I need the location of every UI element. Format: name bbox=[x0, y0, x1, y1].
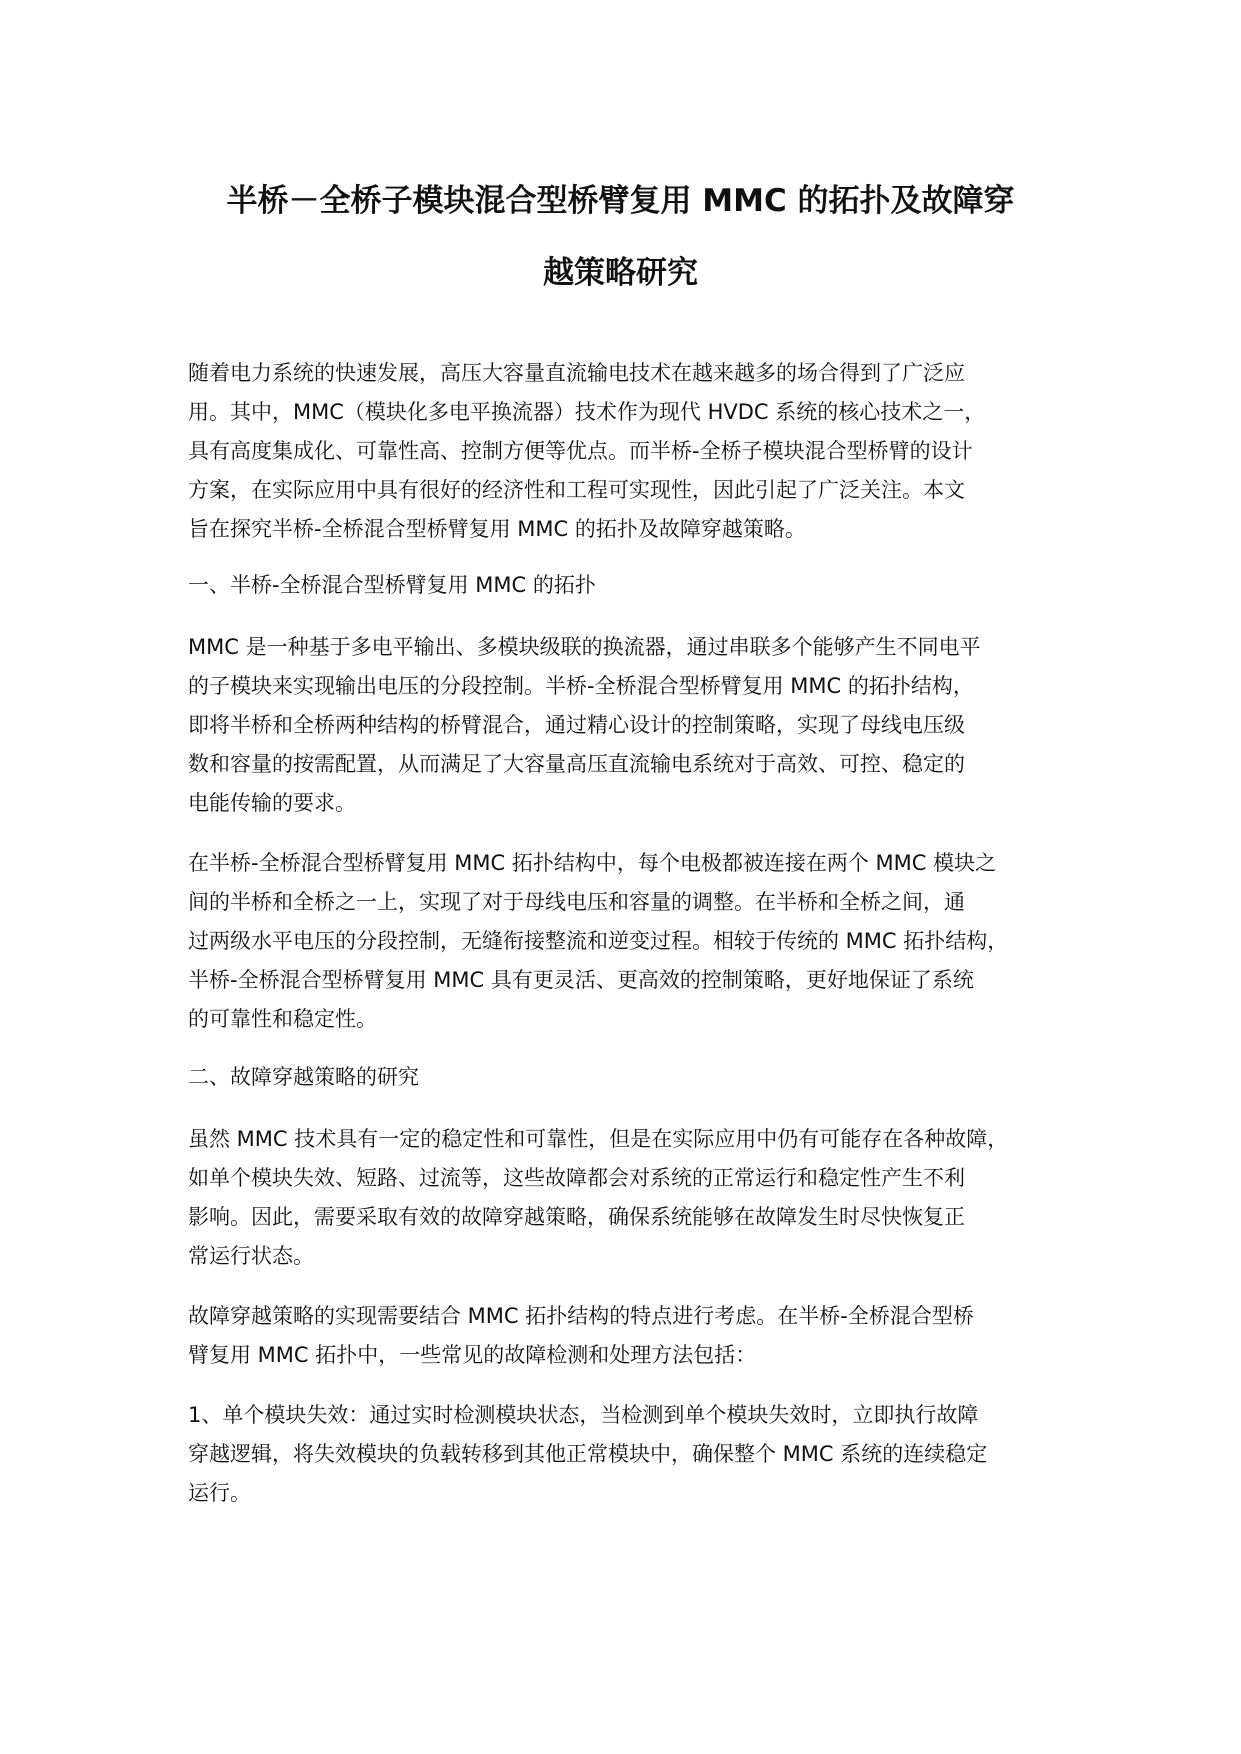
paragraph-line: 间的半桥和全桥之一上，实现了对于母线电压和容量的调整。在半桥和全桥之间，通 bbox=[188, 890, 965, 914]
section-heading-fault-ride-through bbox=[188, 1058, 1078, 1097]
section-heading-line: 一、半桥-全桥混合型桥臂复用 MMC 的拓扑 bbox=[188, 573, 596, 597]
paragraph-line: 常运行状态。 bbox=[188, 1244, 314, 1268]
paragraph-line: 用。其中，MMC（模块化多电平换流器）技术作为现代 HVDC 系统的核心技术之一， bbox=[188, 400, 986, 424]
paragraph-line: 即将半桥和全桥两种结构的桥臂混合，通过精心设计的控制策略，实现了母线电压级 bbox=[188, 713, 965, 737]
paragraph-line: 1、单个模块失效：通过实时检测模块状态，当检测到单个模块失效时，立即执行故障 bbox=[188, 1403, 979, 1427]
paragraph-line: 数和容量的按需配置，从而满足了大容量高压直流输电系统对于高效、可控、稳定的 bbox=[188, 752, 965, 776]
paragraph-intro bbox=[188, 354, 1078, 549]
section-heading-topology bbox=[188, 566, 1078, 605]
paragraph-line: 旨在探究半桥-全桥混合型桥臂复用 MMC 的拓扑及故障穿越策略。 bbox=[188, 517, 806, 541]
paragraph-line: 影响。因此，需要采取有效的故障穿越策略，确保系统能够在故障发生时尽快恢复正 bbox=[188, 1205, 965, 1229]
paragraph-line: 的可靠性和稳定性。 bbox=[188, 1007, 377, 1031]
paragraph-line: 具有高度集成化、可靠性高、控制方便等优点。而半桥-全桥子模块混合型桥臂的设计 bbox=[188, 439, 973, 463]
paragraph-line: 随着电力系统的快速发展，高压大容量直流输电技术在越来越多的场合得到了广泛应 bbox=[188, 361, 965, 385]
document-title-line-1: 半桥－全桥子模块混合型桥臂复用 MMC 的拓扑及故障穿 bbox=[226, 183, 1015, 219]
paragraph-line: 运行。 bbox=[188, 1481, 251, 1505]
paragraph-line: MMC 是一种基于多电平输出、多模块级联的换流器，通过串联多个能够产生不同电平 bbox=[188, 635, 981, 659]
paragraph-line: 故障穿越策略的实现需要结合 MMC 拓扑结构的特点进行考虑。在半桥-全桥混合型桥 bbox=[188, 1304, 974, 1328]
paragraph-line: 方案，在实际应用中具有很好的经济性和工程可实现性，因此引起了广泛关注。本文 bbox=[188, 478, 965, 502]
paragraph-line: 半桥-全桥混合型桥臂复用 MMC 具有更灵活、更高效的控制策略，更好地保证了系统 bbox=[188, 968, 974, 992]
paragraph-fault-types bbox=[188, 1120, 1078, 1276]
paragraph-line: 虽然 MMC 技术具有一定的稳定性和可靠性，但是在实际应用中仍有可能存在各种故障， bbox=[188, 1127, 1009, 1151]
paragraph-mmc-description bbox=[188, 628, 1078, 823]
paragraph-line: 电能传输的要求。 bbox=[188, 791, 356, 815]
paragraph-line: 过两级水平电压的分段控制，无缝衔接整流和逆变过程。相较于传统的 MMC 拓扑结构， bbox=[188, 929, 1009, 953]
paragraph-line: 穿越逻辑，将失效模块的负载转移到其他正常模块中，确保整个 MMC 系统的连续稳定 bbox=[188, 1442, 988, 1466]
section-heading-line: 二、故障穿越策略的研究 bbox=[188, 1065, 419, 1089]
paragraph-line: 如单个模块失效、短路、过流等，这些故障都会对系统的正常运行和稳定性产生不利 bbox=[188, 1166, 965, 1190]
paragraph-line: 臂复用 MMC 拓扑中，一些常见的故障检测和处理方法包括： bbox=[188, 1343, 757, 1367]
list-item-single-module-failure bbox=[188, 1396, 1078, 1513]
paragraph-line: 在半桥-全桥混合型桥臂复用 MMC 拓扑结构中，每个电极都被连接在两个 MMC 模块之 bbox=[188, 851, 997, 875]
document-title-line-2: 越策略研究 bbox=[543, 255, 698, 291]
paragraph-topology-structure bbox=[188, 844, 1078, 1039]
paragraph-strategy-implementation bbox=[188, 1297, 1078, 1375]
paragraph-line: 的子模块来实现输出电压的分段控制。半桥-全桥混合型桥臂复用 MMC 的拓扑结构， bbox=[188, 674, 974, 698]
